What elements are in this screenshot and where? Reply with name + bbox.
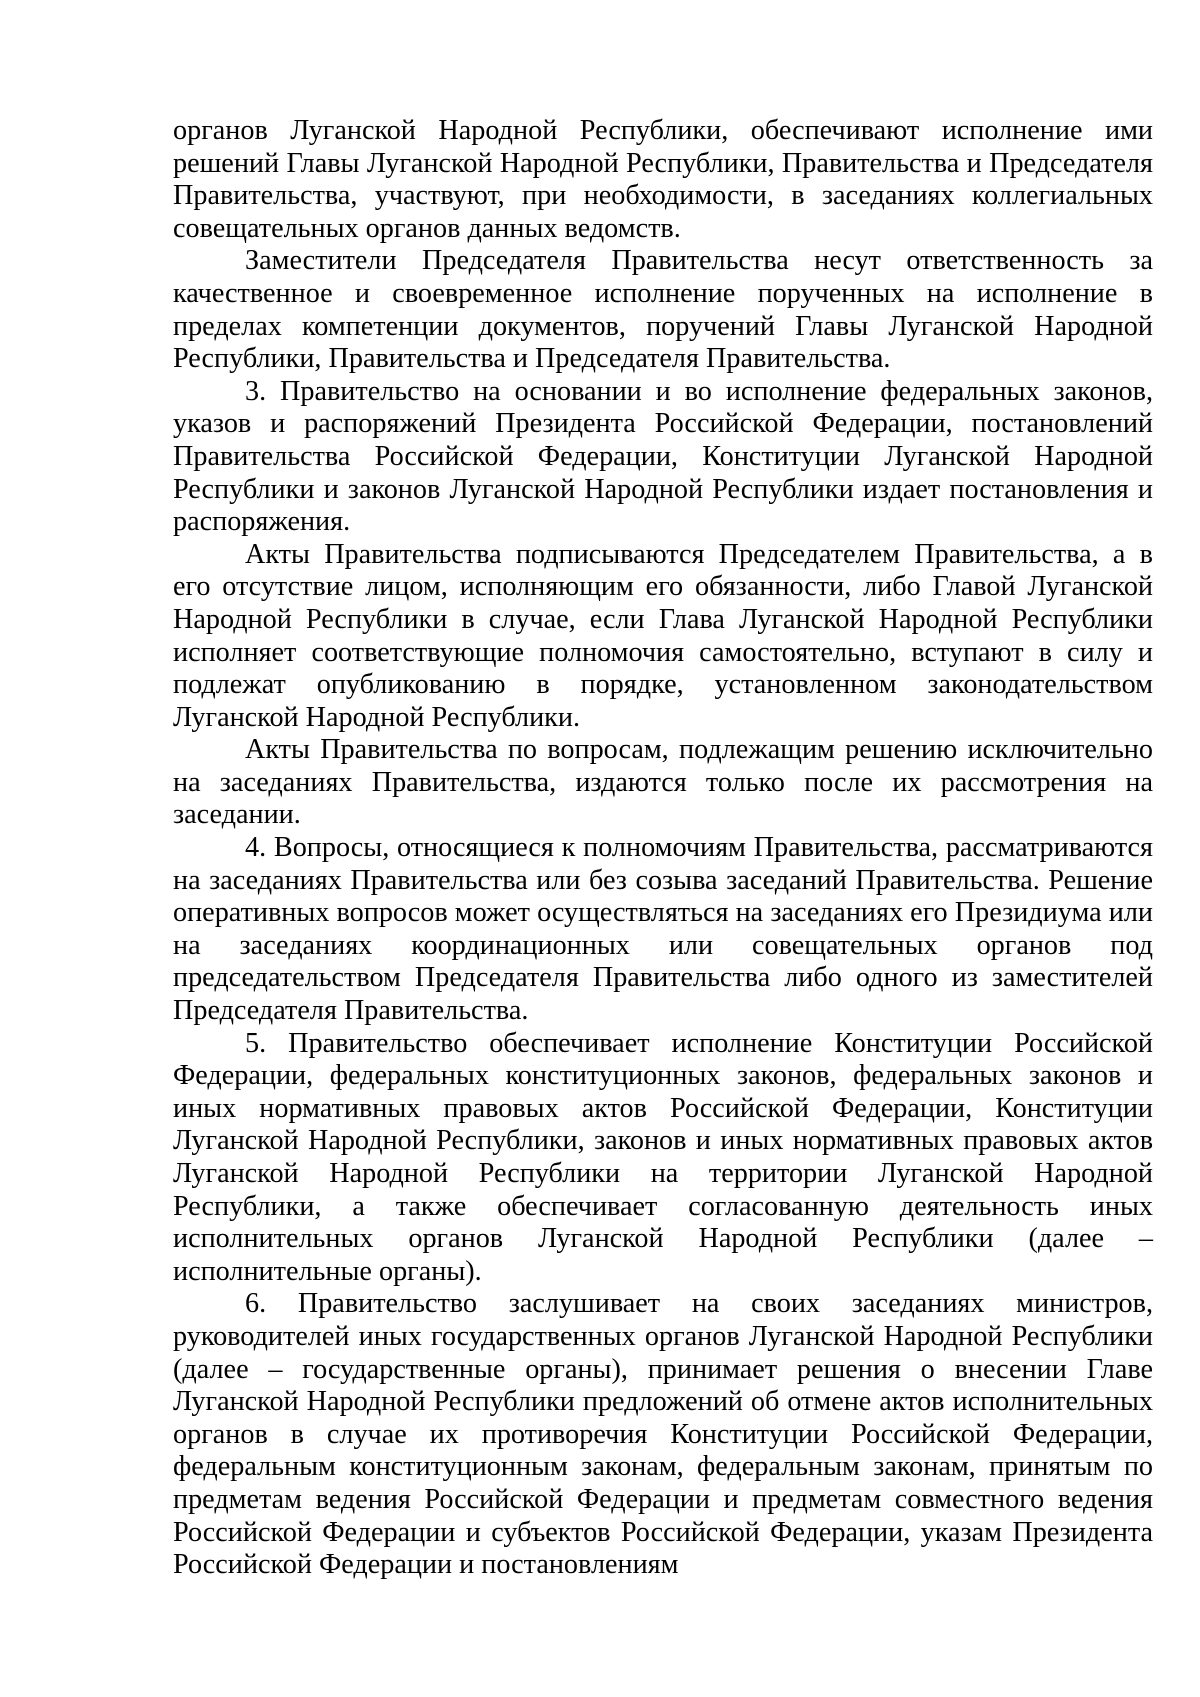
paragraph-acts-meetings: Акты Правительства по вопросам, подлежащим решению исключительно на заседаниях Правительства, издаются только после их рассмотрения на заседании.: [173, 734, 1153, 831]
paragraph-3-decrees: 3. Правительство на основании и во исполнение федеральных законов, указов и распоряжений Президента Российской Федерации, постановлений Правительства Российской Федерации, Конституции Луганской Народной Республики и законов Луганской Народной Республики издает постановления и распоряжения.: [173, 375, 1153, 538]
paragraph-5-execution: 5. Правительство обеспечивает исполнение Конституции Российской Федерации, федеральных конституционных законов, федеральных законов и иных нормативных правовых актов Российской Федерации, Конституции Луганской Народной Республики, законов и иных нормативных правовых актов Луганской Народной Республики на территории Луганской Народной Республики, а также обеспечивает согласованную деятельность иных исполнительных органов Луганской Народной Республики (далее – исполнительные органы).: [173, 1027, 1153, 1287]
paragraph-acts-signing: Акты Правительства подписываются Председателем Правительства, а в его отсутствие лицом, исполняющим его обязанности, либо Главой Луганской Народной Республики в случае, если Глава Луганской Народной Республики исполняет соответствующие полномочия самостоятельно, вступают в силу и подлежат опубликованию в порядке, установленном законодательством Луганской Народной Республики.: [173, 538, 1153, 733]
paragraph-4-questions: 4. Вопросы, относящиеся к полномочиям Правительства, рассматриваются на заседаниях Правительства или без созыва заседаний Правительства. Решение оперативных вопросов может осуществляться на заседаниях его Президиума или на заседаниях координационных или совещательных органов под председательством Председателя Правительства либо одного из заместителей Председателя Правительства.: [173, 832, 1153, 1027]
paragraph-continuation: органов Луганской Народной Республики, обеспечивают исполнение ими решений Главы Луганской Народной Республики, Правительства и Председателя Правительства, участвуют, при необходимости, в заседаниях коллегиальных совещательных органов данных ведомств.: [173, 115, 1153, 244]
document-body: [173, 115, 1153, 1582]
paragraph-deputies-responsibility: Заместители Председателя Правительства несут ответственность за качественное и своевременное исполнение порученных на исполнение в пределах компетенции документов, поручений Главы Луганской Народной Республики, Правительства и Председателя Правительства.: [173, 245, 1153, 375]
paragraph-6-hearings: 6. Правительство заслушивает на своих заседаниях министров, руководителей иных государственных органов Луганской Народной Республики (далее – государственные органы), принимает решения о внесении Главе Луганской Народной Республики предложений об отмене актов исполнительных органов в случае их противоречия Конституции Российской Федерации, федеральным конституционным законам, федеральным законам, принятым по предметам ведения Российской Федерации и предметам совместного ведения Российской Федерации и субъектов Российской Федерации, указам Президента Российской Федерации и постановлениям: [173, 1288, 1153, 1581]
